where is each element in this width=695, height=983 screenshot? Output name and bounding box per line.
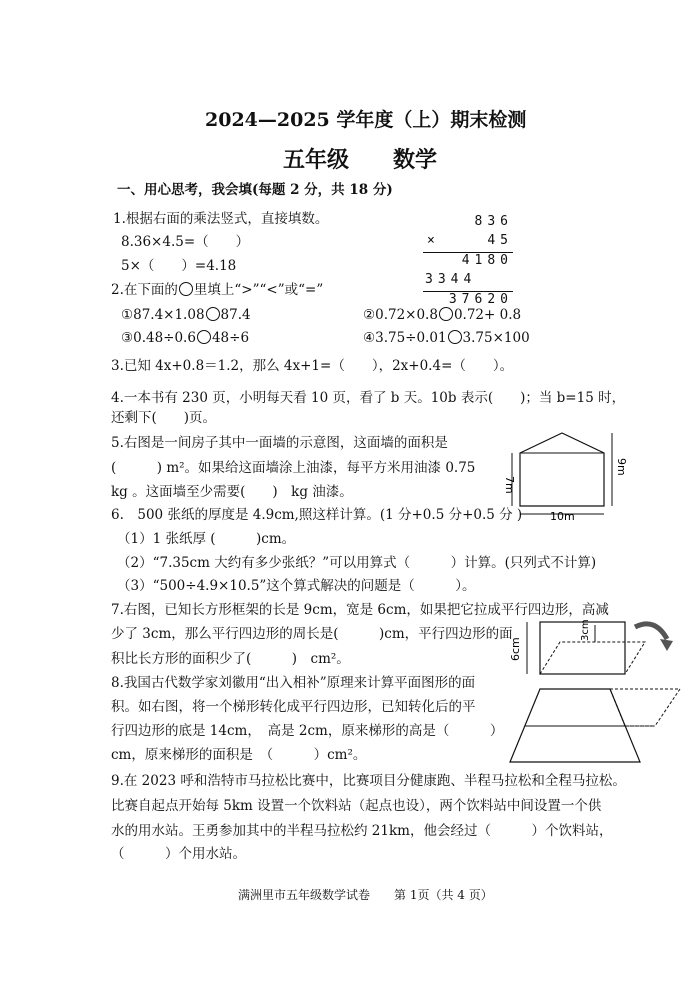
q5-line-2: ( ) m²。如果给这面墙涂上油漆，每平方米用油漆 0.75 [111,460,476,476]
q2-text: 2.在下面的 里填上“>”“<”或“=” [111,282,324,298]
q1-item-a: 8.36×4.5=（ ） [121,234,250,250]
q8-line-4: cm，原来梯形的面积是 （ ）cm²。 [111,747,367,763]
dim-7m: 7m [503,476,516,494]
q8-line-2: 积。如右图，将一个梯形转化成平行四边形，已知转化后的平 [111,699,476,715]
mult-row-4: 3344 [425,272,477,287]
rotate-arrow-icon [635,624,667,639]
q2-item-3: ③0.48÷0.6 48÷6 [121,330,250,346]
circle-blank[interactable] [179,282,193,296]
wall-outline [520,433,604,506]
exam-title: 2024—2025 学年度（上）期末检测 [205,109,527,131]
q2-item-2: ②0.72×0.8 0.72+ 0.8 [363,307,522,323]
mult-row-3: 4180 [423,252,513,272]
compare-circle-1[interactable] [206,307,220,321]
q9-line-3: 水的用水站。王勇参加其中的半程马拉松约 21km，他会经过（ ）个饮料站， [111,823,613,839]
compare-circle-3[interactable] [197,330,211,344]
compare-circle-4[interactable] [448,330,462,344]
q7-line-1: 7.右图，已知长方形框架的长是 9cm，宽是 6cm，如果把它拉成平行四边形，高减 [111,602,609,618]
dim-10m: 10m [550,510,575,523]
q6-line-3: （2）“7.35cm 大约有多少张纸？”可以用算式（ ）计算。(只列式不计算) [117,555,597,571]
dim-3cm: 3cm [580,619,591,641]
rectangle-parallelogram-diagram [509,617,685,682]
q2-item-1: ①87.4×1.08 87.4 [121,307,251,323]
q5-line-1: 5.右图是一间房子其中一面墙的示意图，这面墙的面积是 [111,435,448,451]
exam-subtitle: 五年级 数学 [283,147,438,173]
q7-line-3: 积比长方形的面积少了( ) cm²。 [111,651,350,667]
mult-row-2: 45 [487,233,513,248]
dim-9m: 9m [615,458,628,476]
q8-line-3: 行四边形的底是 14cm， 高是 2cm，原来梯形的高是（ ） [111,723,504,739]
q1-item-b: 5×（ ）=4.18 [121,258,237,274]
q6-line-1: 6. 500 张纸的厚度是 4.9cm,照这样计算。(1 分+0.5 分+0.5 分 ) [111,507,523,523]
q5-line-3: kg 。这面墙至少需要( ) kg 油漆。 [111,484,353,500]
multiplication-vertical [423,214,513,311]
dim-6cm: 6cm [509,637,522,661]
mult-row-1: 836 [474,214,513,229]
q2-item-4: ④3.75÷0.01 3.75×100 [363,330,530,346]
q6-line-4: （3）“500÷4.9×10.5”这个算式解决的问题是（ ）。 [117,578,476,594]
q1-text: 1.根据右面的乘法竖式，直接填数。 [113,211,329,227]
moved-part [610,689,680,726]
mult-row-5: 37620 [423,291,513,311]
q4-line-1: 4.一本书有 230 页，小明每天看 10 页，看了 b 天。10b 表示( )；当 b=15 时， [111,390,626,406]
q8-line-1: 8.我国古代数学家刘徽用“出入相补”原理来计算平面图形的面 [111,675,476,691]
q9-line-1: 9.在 2023 呼和浩特市马拉松比赛中，比赛项目分健康跑、半程马拉松和全程马拉松。 [111,773,626,789]
q3-text: 3.已知 4x+0.8＝1.2，那么 4x+1=（ ），2x+0.4=（ ）。 [111,358,514,374]
q7-line-2: 少了 3cm，那么平行四边形的周长是( )cm，平行四边形的面 [111,626,513,642]
section-heading: 一、用心思考，我会填(每题 2 分，共 18 分) [117,182,393,198]
parallelogram-frame [540,642,645,674]
arrow-head-icon [660,639,673,651]
q4-line-2: 还剩下( )页。 [111,410,217,426]
q9-line-4: （ ）个用水站。 [111,846,246,862]
q9-line-2: 比赛自起点开始每 5km 设置一个饮料站（起点也设），两个饮料站中间设置一个供 [111,798,602,814]
compare-circle-2[interactable] [439,307,453,321]
page-footer: 满洲里市五年级数学试卷 第 1页（共 4 页） [238,888,493,902]
trapezoid-diagram [505,684,685,766]
times-sign: × [427,233,435,248]
q6-line-2: （1）1 张纸厚 ( )cm。 [117,531,296,547]
